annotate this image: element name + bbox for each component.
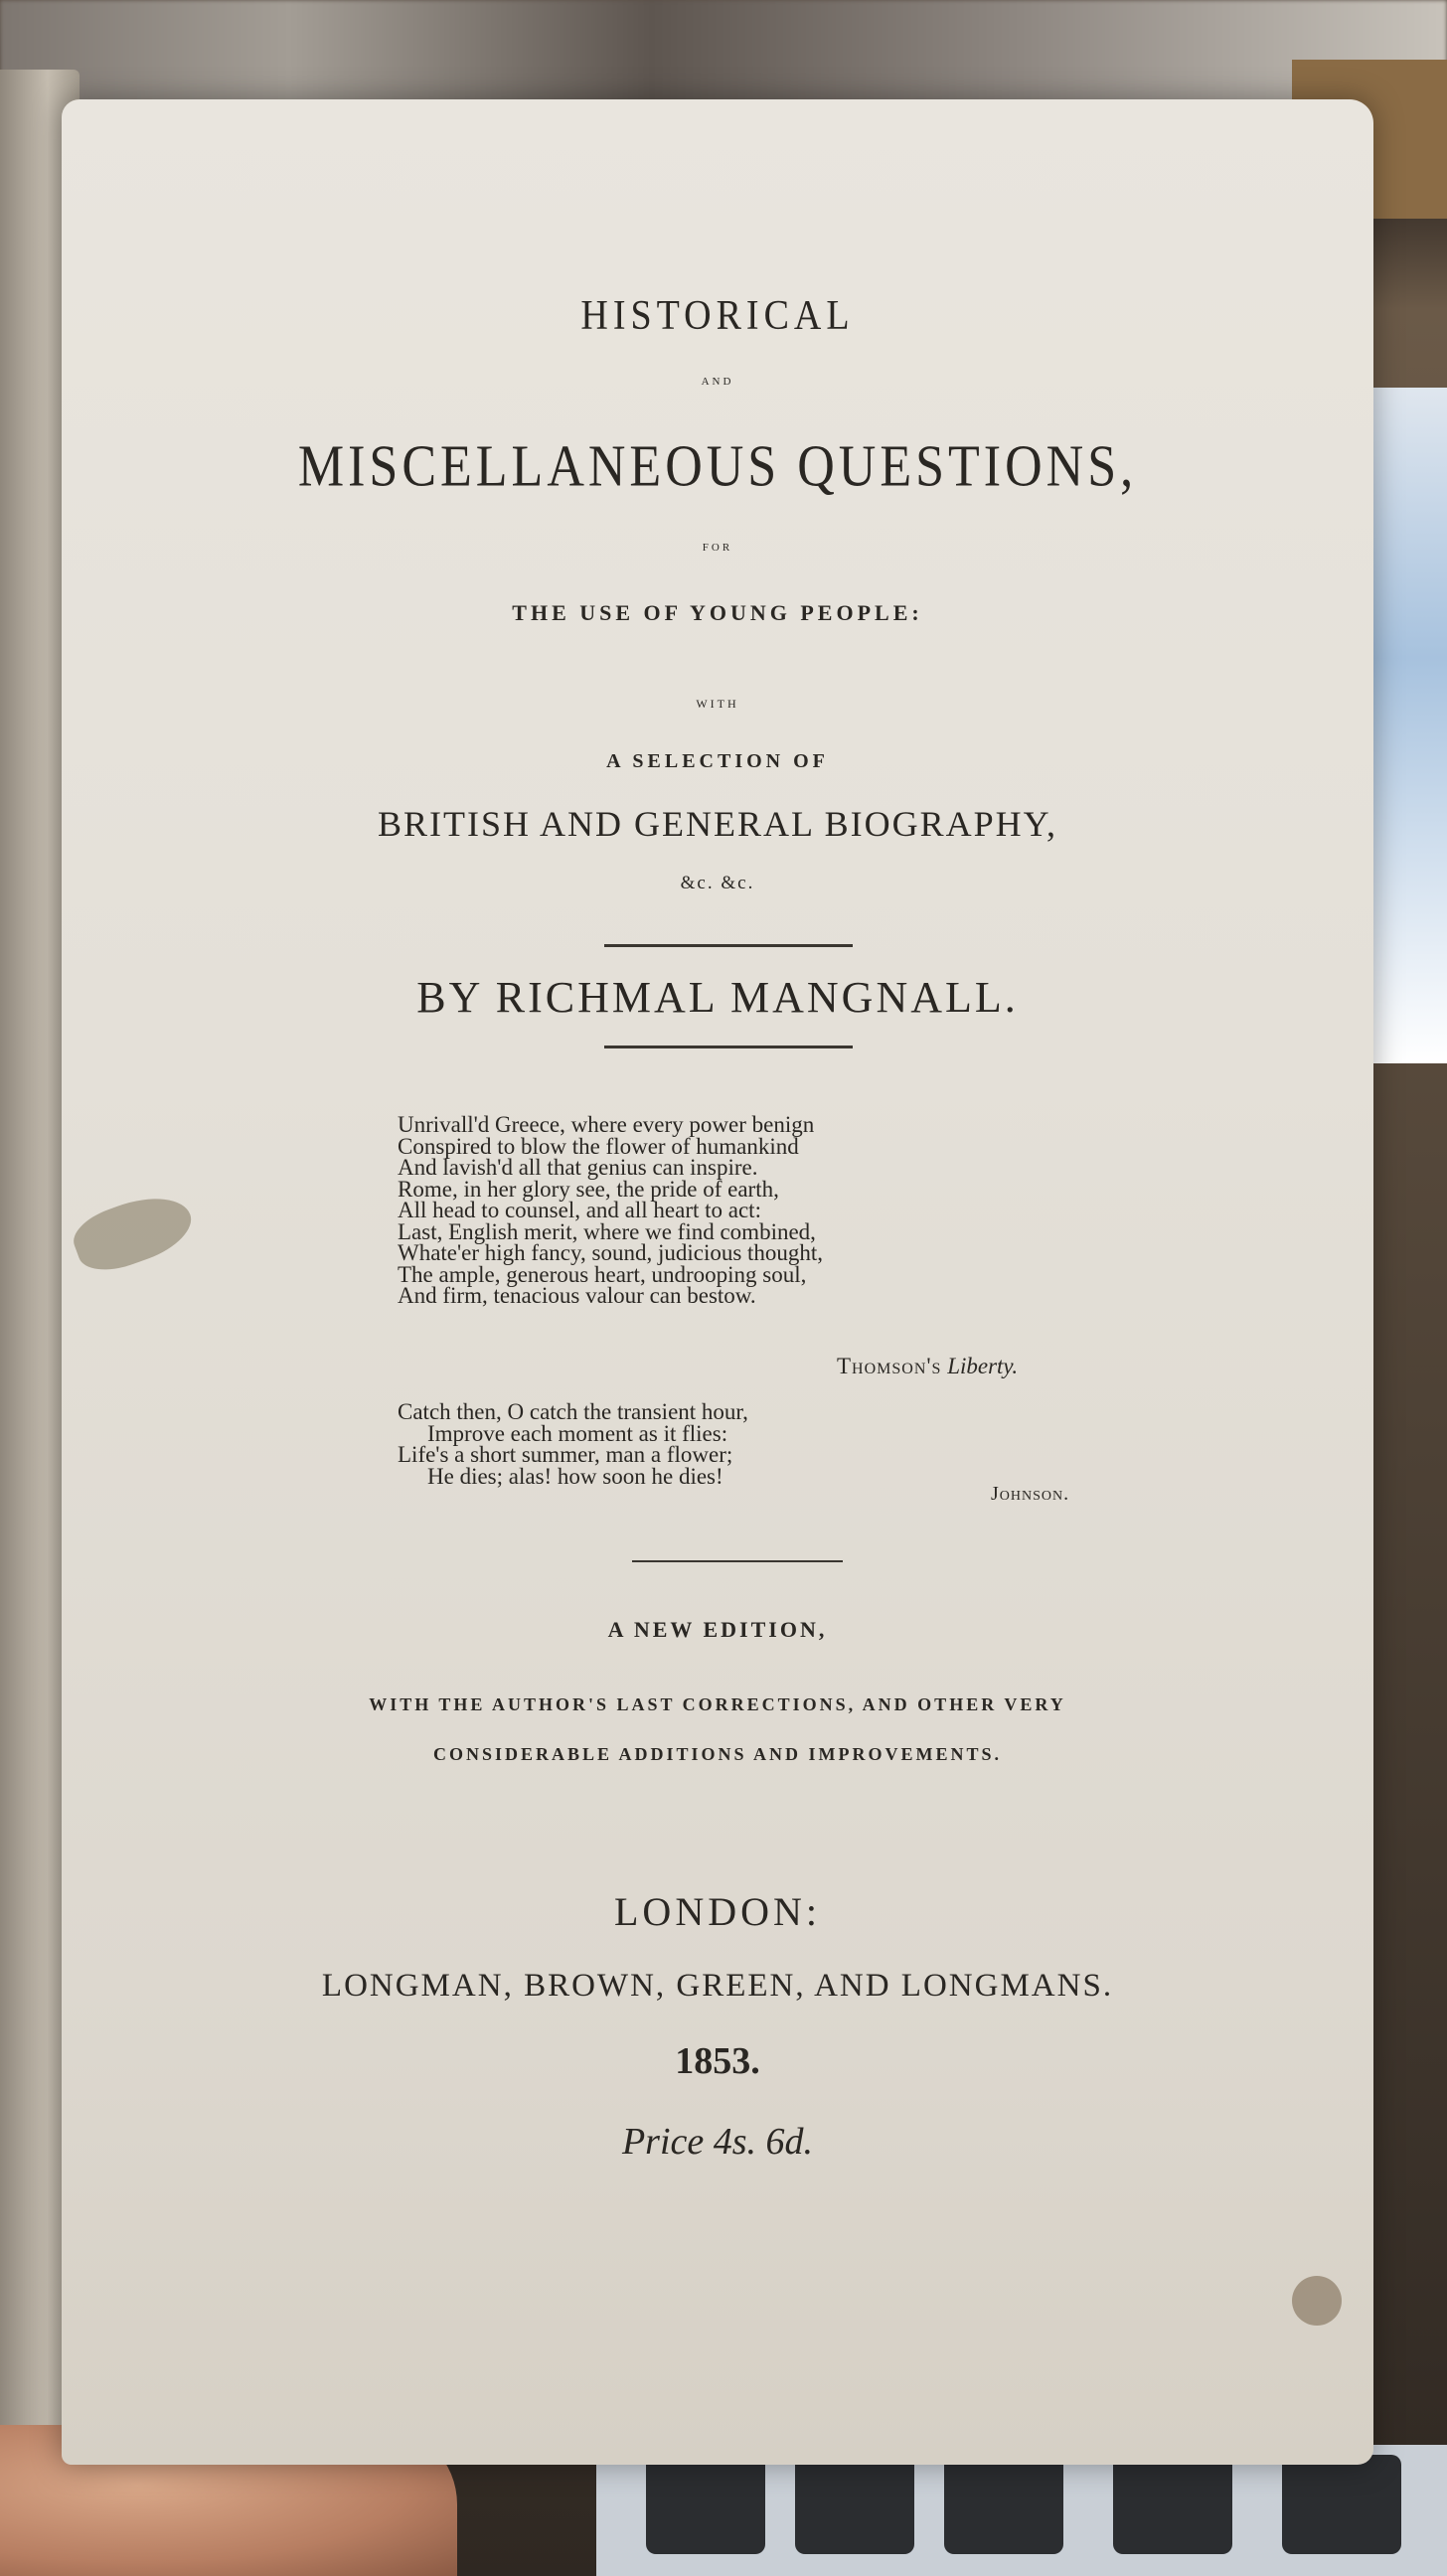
subtitle-young-people: THE USE OF YOUNG PEOPLE: [512,600,923,625]
keyboard-key [1113,2455,1232,2554]
keyboard-key [1282,2455,1401,2554]
keyboard-key [795,2455,914,2554]
verse-line: The ample, generous heart, undrooping soul, [398,1261,807,1287]
edition-title: A NEW EDITION, [607,1617,828,1642]
verse-line: Life's a short summer, man a flower; [398,1442,733,1467]
title-for: FOR [702,542,733,554]
rule-divider [632,1560,843,1562]
imprint-price: Price 4s. 6d. [621,2121,814,2163]
verse-line: Whate'er high fancy, sound, judicious thought, [398,1240,824,1265]
verse-line: He dies; alas! how soon he dies! [427,1463,724,1489]
imprint-publisher: LONGMAN, BROWN, GREEN, AND LONGMANS. [321,1968,1114,2004]
verse-line: Conspired to blow the flower of humankind [398,1133,799,1159]
epigraph-johnson [398,1401,1113,1487]
author-line: BY RICHMAL MANGNALL. [416,973,1019,1022]
title-etc: &c. &c. [680,873,755,893]
keyboard-key [646,2455,765,2554]
monitor-glow [1371,388,1447,1063]
imprint-year: 1853. [675,2040,760,2082]
verse-line: All head to counsel, and all heart to act: [398,1198,761,1222]
main-title: MISCELLANEOUS QUESTIONS, [297,433,1138,500]
verse-line: And firm, tenacious valour can bestow. [398,1283,756,1308]
title-historical: HISTORICAL [580,292,855,340]
verse-line: Unrivall'd Greece, where every power benign [398,1112,815,1137]
edition-additions: CONSIDERABLE ADDITIONS AND IMPROVEMENTS. [432,1744,1003,1764]
rule-divider [604,1046,853,1048]
title-and: AND [701,376,734,388]
subtitle-selection-of: A SELECTION OF [606,750,829,772]
imprint-city: LONDON: [614,1889,821,1934]
verse-line: And lavish'd all that genius can inspire. [398,1155,758,1180]
verse-line: Catch then, O catch the transient hour, [398,1399,748,1424]
verse-line: Rome, in her glory see, the pride of earth, [398,1176,779,1202]
attribution-work: Liberty. [947,1354,1019,1378]
attribution-author: Thomson's [837,1354,942,1378]
title-with: WITH [696,697,739,711]
attribution-johnson: Johnson. [991,1483,1070,1505]
page-stain [1292,2276,1342,2326]
verse-line: Last, English merit, where we find combined, [398,1218,816,1244]
edition-corrections: WITH THE AUTHOR'S LAST CORRECTIONS, AND OTHER VERY [369,1694,1066,1714]
attribution-thomson [837,1354,1018,1379]
verse-line: Improve each moment as it flies: [427,1420,728,1446]
subtitle-biography: BRITISH AND GENERAL BIOGRAPHY, [377,804,1058,844]
epigraph-thomson [398,1114,1113,1307]
rule-divider [604,944,853,947]
keyboard-key [944,2455,1063,2554]
